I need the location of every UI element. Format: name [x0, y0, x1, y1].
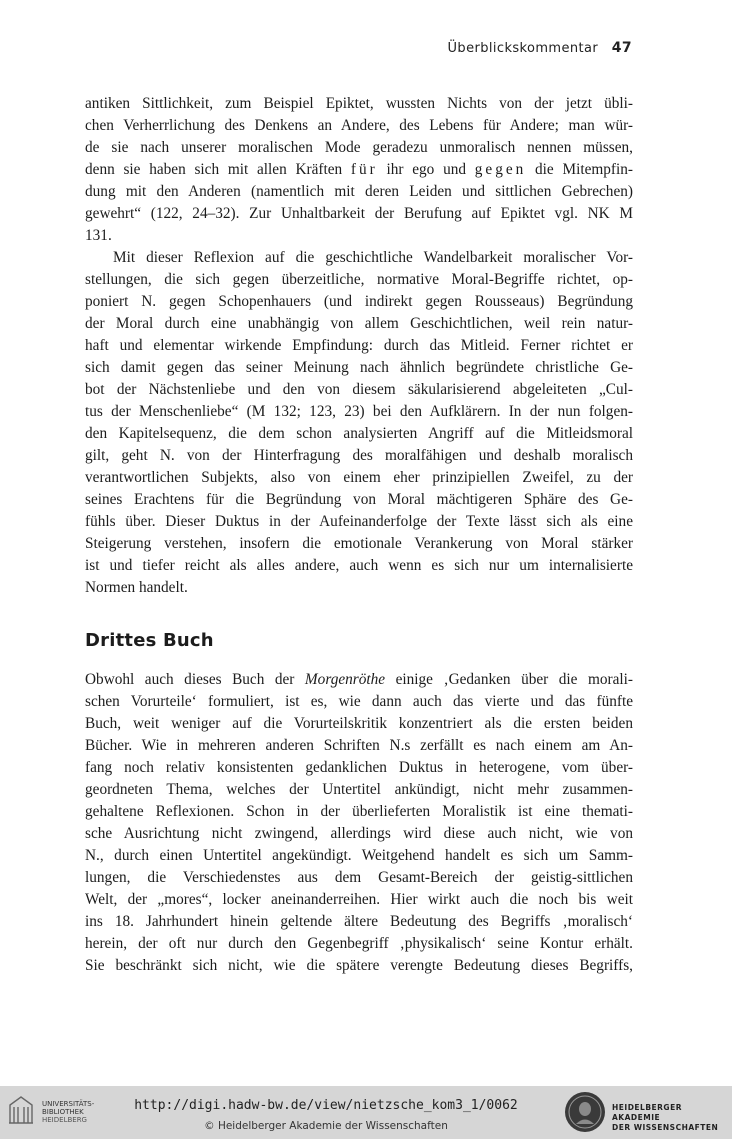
text-line: der Moral durch eine unabhängig von allem Geschichtlichen, weil rein natur-	[85, 315, 633, 332]
text-line: haft und elementar wirkende Empfindung: durch das Mitleid. Ferner richtet er	[85, 337, 633, 354]
text-line: gehaltene Reflexionen. Schon in der überlieferten Moralistik ist eine themati-	[85, 803, 633, 820]
text-line: fang noch relativ konsistenten gedanklichen Duktus in heterogene, vom über-	[85, 759, 633, 776]
text-line	[85, 669, 633, 691]
text-line: antiken Sittlichkeit, zum Beispiel Epiktet, wussten Nichts von der jetzt übli-	[85, 95, 633, 112]
running-header	[448, 40, 632, 56]
text-line: den Kapitelsequenz, die dem schon analysierten Angriff auf die Mitleidsmoral	[85, 425, 633, 442]
text-line: ins 18. Jahrhundert hinein geltende ältere Bedeutung des Begriffs ‚moralisch‘	[85, 913, 633, 930]
running-title: Überblickskommentar	[447, 41, 599, 56]
text-line: fühls über. Dieser Duktus in der Aufeinanderfolge der Texte lässt sich als eine	[85, 513, 633, 530]
book-title: Morgenröthe	[304, 671, 386, 688]
text-line: 131.	[85, 227, 112, 244]
text-line: dung mit den Anderen (namentlich mit deren Leiden und sittlichen Gebrechen)	[85, 183, 633, 200]
viewer-footer	[0, 1086, 732, 1139]
text-line: Sie beschränkt sich nicht, wie die spätere verengte Bedeutung dieses Begriffs,	[85, 957, 633, 974]
academy-name	[612, 1103, 732, 1133]
text-line: herein, der oft nur durch den Gegenbegriff ‚physikalisch‘ seine Kontur erhält.	[85, 935, 633, 952]
text-line: gewehrt“ (122, 24–32). Zur Unhaltbarkeit der Berufung auf Epiktet vgl. NK M	[85, 205, 633, 222]
library-name-line: UNIVERSITÄTS-	[42, 1100, 95, 1108]
text-line: Steigerung verstehen, insofern die emotionale Verankerung von Moral stärker	[85, 535, 633, 552]
spaced-emphasis: für	[350, 161, 378, 178]
section-heading: Drittes Buch	[85, 630, 214, 651]
text-line: bot der Nächstenliebe und den von diesem säkularisierend abgeleiteten „Cul-	[85, 381, 633, 398]
text-line: Mit dieser Reflexion auf die geschichtliche Wandelbarkeit moralischer Vor-	[113, 249, 633, 266]
text-line: poniert N. gegen Schopenhauers (und indirekt gegen Rousseaus) Begründung	[85, 293, 633, 310]
text-fragment: ihr ego und	[377, 161, 475, 178]
copyright-notice: © Heidelberger Akademie der Wissenschaften	[204, 1120, 448, 1132]
text-line: sich damit gegen das seiner Meinung nach ähnlich begründete christliche Ge-	[85, 359, 633, 376]
text-line: N., durch einen Untertitel angekündigt. Weitgehend handelt es sich um Samm-	[85, 847, 633, 864]
text-fragment: einige ‚Gedanken über die morali-	[385, 671, 633, 688]
text-fragment: denn sie haben sich mit allen Kräften	[85, 161, 351, 178]
text-line: Welt, der „mores“, locker aneinanderreihen. Hier wirkt auch die noch bis weit	[85, 891, 633, 908]
text-line: sche Ausrichtung nicht zwingend, allerdings wird diese auch nicht, wie von	[85, 825, 633, 842]
text-line: tus der Menschenliebe“ (M 132; 123, 23) bei den Aufklärern. In der nun folgen-	[85, 403, 633, 420]
text-line: schen Vorurteile‘ formuliert, ist es, wie dann auch das vierte und das fünfte	[85, 693, 633, 710]
text-line: chen Verherrlichung des Denkens an Andere, des Lebens für Andere; man wür-	[85, 117, 633, 134]
text-fragment: die Mitempfin-	[526, 161, 633, 178]
text-fragment: Obwohl auch dieses Buch der	[85, 671, 305, 688]
academy-seal-icon	[564, 1091, 606, 1133]
text-line: de sie nach unserer moralischen Mode geradezu unmoralisch nennen müssen,	[85, 139, 633, 156]
text-line: Buch, weit weniger auf die Vorurteilskritik konzentriert als die ersten beiden	[85, 715, 633, 732]
academy-name-line: DER WISSENSCHAFTEN	[612, 1123, 719, 1132]
text-line: stellungen, die sich gegen überzeitliche, normative Moral-Begriffe richtet, op-	[85, 271, 633, 288]
spaced-emphasis: gegen	[474, 161, 527, 178]
permalink-url[interactable]: http://digi.hadw-bw.de/view/nietzsche_kom3_1/0062	[134, 1098, 518, 1113]
academy-name-line: HEIDELBERGER AKADEMIE	[612, 1103, 682, 1122]
library-name-line: HEIDELBERG	[42, 1116, 87, 1124]
text-line: lungen, die Verschiedenstes aus dem Gesamt-Bereich der geistig-sittlichen	[85, 869, 633, 886]
text-line: seines Erachtens für die Begründung von Moral mächtigeren Sphäre des Ge-	[85, 491, 633, 508]
page-number: 47	[611, 40, 632, 56]
text-line: Normen handelt.	[85, 579, 188, 596]
text-line: Bücher. Wie in mehreren anderen Schriften N.s zerfällt es nach einem am An-	[85, 737, 633, 754]
text-line: geordneten Thema, welches der Untertitel ankündigt, nicht mehr zusammen-	[85, 781, 633, 798]
library-name-line: BIBLIOTHEK	[42, 1108, 84, 1116]
text-line: gilt, geht N. von der Hinterfragung des moralfähigen und deshalb moralisch	[85, 447, 633, 464]
text-line: ist und tiefer reicht als alles andere, auch wenn es sich nur um internalisierte	[85, 557, 633, 574]
text-line: verantwortlichen Subjekts, also von einem eher prinzipiellen Zweifel, zu der	[85, 469, 633, 486]
text-line	[85, 159, 633, 181]
